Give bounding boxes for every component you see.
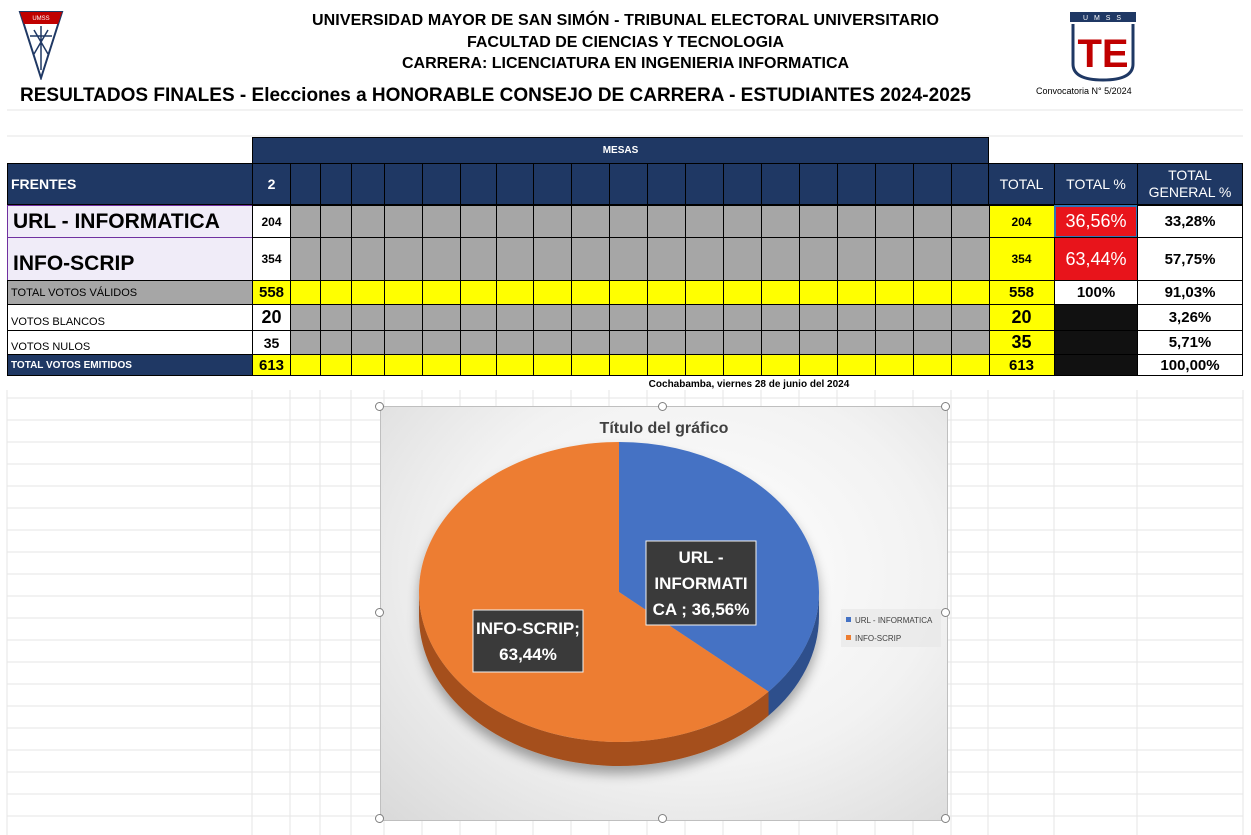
frente-info-pct[interactable]: 63,44% (1054, 237, 1138, 281)
mesa-cell[interactable] (723, 354, 762, 376)
mesa-cell[interactable] (533, 304, 572, 331)
mesa-cell[interactable] (533, 354, 572, 376)
mesa-cell[interactable] (723, 237, 762, 281)
mesa-cell[interactable] (913, 237, 952, 281)
mesa-cell[interactable] (685, 330, 724, 355)
mesa-column-header[interactable] (609, 163, 648, 205)
mesa-column-header[interactable] (913, 163, 952, 205)
votos-blancos-mesa[interactable]: 20 (252, 304, 291, 331)
mesa-cell[interactable] (384, 330, 423, 355)
mesa-cell[interactable] (875, 237, 914, 281)
mesas-header: MESAS (252, 137, 989, 164)
mesa-cell[interactable] (913, 280, 952, 305)
mesa-cell[interactable] (460, 280, 497, 305)
mesa-cell[interactable] (290, 330, 321, 355)
frente-url-total[interactable]: 204 (988, 205, 1055, 238)
mesa-cell[interactable] (951, 237, 990, 281)
mesa-cell[interactable] (837, 280, 876, 305)
pie-data-label-0[interactable] (646, 541, 756, 625)
header-faculty: FACULTAD DE CIENCIAS Y TECNOLOGIA (466, 34, 785, 51)
legend-entry-0[interactable]: URL - INFORMATICA (855, 616, 933, 625)
mesa-cell[interactable] (290, 354, 321, 376)
mesa-cell[interactable] (571, 205, 610, 238)
mesa-cell[interactable] (761, 304, 800, 331)
total-validos-pct[interactable]: 100% (1054, 280, 1138, 305)
mesa-cell[interactable] (290, 280, 321, 305)
mesa-cell[interactable] (351, 237, 385, 281)
mesa-cell[interactable] (761, 280, 800, 305)
mesa-cell[interactable] (875, 205, 914, 238)
mesa-cell[interactable] (290, 304, 321, 331)
mesa-cell[interactable] (647, 205, 686, 238)
mesa-cell[interactable] (422, 304, 461, 331)
mesa-cell[interactable] (799, 237, 838, 281)
mesa-cell[interactable] (799, 354, 838, 376)
mesa-cell[interactable] (422, 237, 461, 281)
mesa-cell[interactable] (723, 205, 762, 238)
total-emitidos-total[interactable]: 613 (988, 354, 1055, 376)
svg-text:TE: TE (1077, 32, 1129, 76)
total-general-header-line1: TOTAL (1168, 167, 1212, 183)
resize-handle-right[interactable] (941, 608, 950, 617)
votos-blancos-label[interactable]: VOTOS BLANCOS (7, 304, 253, 331)
mesa-cell[interactable] (609, 354, 648, 376)
frente-info-mesa[interactable]: 354 (252, 237, 291, 281)
mesa-cell[interactable] (351, 330, 385, 355)
mesa-number-header: 2 (252, 163, 291, 205)
mesa-column-header[interactable] (496, 163, 534, 205)
mesa-cell[interactable] (685, 280, 724, 305)
total-emitidos-label[interactable]: TOTAL VOTOS EMITIDOS (7, 354, 253, 376)
pie-chart-canvas (381, 407, 947, 820)
total-validos-mesa[interactable]: 558 (252, 280, 291, 305)
mesa-cell[interactable] (951, 330, 990, 355)
total-emitidos-mesa[interactable]: 613 (252, 354, 291, 376)
pie-data-label-text: INFO-SCRIP; (476, 619, 580, 638)
mesa-cell[interactable] (951, 354, 990, 376)
mesa-cell[interactable] (320, 304, 352, 331)
resize-handle-top[interactable] (658, 402, 667, 411)
total-general-header-line2: GENERAL % (1148, 184, 1232, 200)
svg-text:UMSS: UMSS (32, 16, 50, 22)
header-career: CARRERA: LICENCIATURA EN INGENIERIA INFORMATICA (401, 55, 850, 72)
pie-data-label-text: URL - (678, 548, 724, 567)
mesa-cell[interactable] (837, 354, 876, 376)
votos-blancos-pct[interactable] (1054, 304, 1138, 331)
mesa-cell[interactable] (496, 205, 534, 238)
mesa-column-header[interactable] (723, 163, 762, 205)
convocatoria-label: Convocatoria N° 5/2024 (1036, 86, 1132, 96)
total-pct-header: TOTAL % (1054, 163, 1138, 205)
total-emitidos-general[interactable]: 100,00% (1137, 354, 1243, 376)
mesa-cell[interactable] (496, 280, 534, 305)
svg-text:U M S S: U M S S (1082, 15, 1124, 22)
mesa-cell[interactable] (351, 205, 385, 238)
mesa-column-header[interactable] (685, 163, 724, 205)
mesa-cell[interactable] (913, 354, 952, 376)
mesa-column-header[interactable] (460, 163, 497, 205)
votos-nulos-pct[interactable] (1054, 330, 1138, 355)
mesa-column-header[interactable] (951, 163, 990, 205)
frente-url-mesa[interactable]: 204 (252, 205, 291, 238)
mesa-cell[interactable] (422, 354, 461, 376)
mesa-cell[interactable] (320, 354, 352, 376)
pie-data-label-1[interactable] (473, 610, 583, 672)
mesa-cell[interactable] (647, 237, 686, 281)
mesa-cell[interactable] (609, 330, 648, 355)
frente-info-total[interactable]: 354 (988, 237, 1055, 281)
mesa-column-header[interactable] (761, 163, 800, 205)
mesa-cell[interactable] (460, 330, 497, 355)
mesa-cell[interactable] (571, 280, 610, 305)
mesa-column-header[interactable] (571, 163, 610, 205)
mesa-column-header[interactable] (647, 163, 686, 205)
votos-nulos-mesa[interactable]: 35 (252, 330, 291, 355)
mesa-cell[interactable] (875, 354, 914, 376)
mesa-cell[interactable] (837, 304, 876, 331)
mesa-cell[interactable] (351, 304, 385, 331)
resize-handle-left[interactable] (375, 608, 384, 617)
mesa-cell[interactable] (723, 304, 762, 331)
mesa-cell[interactable] (496, 304, 534, 331)
date-line: Cochabamba, viernes 28 de junio del 2024 (648, 379, 850, 390)
frente-url-general[interactable]: 33,28% (1137, 205, 1243, 238)
frentes-header: FRENTES (7, 163, 253, 205)
mesa-cell[interactable] (422, 280, 461, 305)
pie-data-label-text: CA ; 36,56% (652, 600, 750, 619)
mesa-cell[interactable] (533, 330, 572, 355)
mesa-cell[interactable] (875, 304, 914, 331)
total-validos-total[interactable]: 558 (988, 280, 1055, 305)
mesa-cell[interactable] (837, 237, 876, 281)
mesa-cell[interactable] (875, 280, 914, 305)
mesa-cell[interactable] (609, 280, 648, 305)
pie-chart[interactable] (380, 406, 948, 821)
mesa-cell[interactable] (685, 237, 724, 281)
mesa-cell[interactable] (951, 304, 990, 331)
mesa-cell[interactable] (761, 330, 800, 355)
resize-handle-top-right[interactable] (941, 402, 950, 411)
legend-entry-1[interactable]: INFO-SCRIP (855, 634, 902, 643)
mesa-cell[interactable] (384, 280, 423, 305)
mesa-column-header[interactable] (837, 163, 876, 205)
frente-info-label[interactable]: INFO-SCRIP (7, 237, 253, 281)
mesa-column-header[interactable] (290, 163, 321, 205)
mesa-cell[interactable] (533, 280, 572, 305)
mesa-cell[interactable] (320, 280, 352, 305)
mesa-cell[interactable] (320, 237, 352, 281)
mesa-cell[interactable] (913, 205, 952, 238)
mesa-cell[interactable] (460, 237, 497, 281)
mesa-cell[interactable] (571, 304, 610, 331)
resize-handle-bottom-right[interactable] (941, 814, 950, 823)
total-general-header (1137, 163, 1243, 205)
resize-handle-bottom[interactable] (658, 814, 667, 823)
mesa-cell[interactable] (571, 330, 610, 355)
mesa-cell[interactable] (685, 304, 724, 331)
total-validos-general[interactable]: 91,03% (1137, 280, 1243, 305)
mesa-column-header[interactable] (799, 163, 838, 205)
mesa-cell[interactable] (460, 354, 497, 376)
mesa-cell[interactable] (761, 354, 800, 376)
mesa-cell[interactable] (647, 330, 686, 355)
mesa-column-header[interactable] (875, 163, 914, 205)
mesa-cell[interactable] (837, 330, 876, 355)
mesa-column-header[interactable] (384, 163, 423, 205)
mesa-cell[interactable] (723, 280, 762, 305)
mesa-cell[interactable] (384, 354, 423, 376)
te-logo-icon (1070, 12, 1136, 82)
votos-nulos-total[interactable]: 35 (988, 330, 1055, 355)
total-validos-label[interactable]: TOTAL VOTOS VÁLIDOS (7, 280, 253, 305)
votos-blancos-general[interactable]: 3,26% (1137, 304, 1243, 331)
mesa-cell[interactable] (913, 304, 952, 331)
mesa-cell[interactable] (571, 237, 610, 281)
mesa-cell[interactable] (609, 304, 648, 331)
mesa-column-header[interactable] (422, 163, 461, 205)
mesa-cell[interactable] (799, 205, 838, 238)
mesa-cell[interactable] (351, 280, 385, 305)
mesa-cell[interactable] (647, 280, 686, 305)
resize-handle-top-left[interactable] (375, 402, 384, 411)
mesa-cell[interactable] (384, 304, 423, 331)
frente-url-label[interactable]: URL - INFORMATICA (7, 205, 253, 238)
mesa-cell[interactable] (761, 205, 800, 238)
resize-handle-bottom-left[interactable] (375, 814, 384, 823)
mesa-cell[interactable] (496, 354, 534, 376)
mesa-cell[interactable] (875, 330, 914, 355)
votos-blancos-total[interactable]: 20 (988, 304, 1055, 331)
mesa-cell[interactable] (384, 205, 423, 238)
mesa-cell[interactable] (533, 237, 572, 281)
mesa-cell[interactable] (647, 354, 686, 376)
mesa-cell[interactable] (422, 205, 461, 238)
mesa-cell[interactable] (799, 304, 838, 331)
total-header: TOTAL (988, 163, 1055, 205)
mesa-cell[interactable] (837, 205, 876, 238)
mesa-cell[interactable] (913, 330, 952, 355)
mesa-cell[interactable] (951, 280, 990, 305)
frente-url-pct[interactable]: 36,56% (1054, 205, 1138, 238)
mesa-cell[interactable] (799, 330, 838, 355)
mesa-column-header[interactable] (533, 163, 572, 205)
chart-legend (841, 609, 941, 647)
mesa-cell[interactable] (951, 205, 990, 238)
results-title: RESULTADOS FINALES - Elecciones a HONORABLE CONSEJO DE CARRERA - ESTUDIANTES 2024-2025 (20, 85, 971, 106)
mesa-cell[interactable] (685, 354, 724, 376)
mesa-cell[interactable] (290, 205, 321, 238)
votos-nulos-general[interactable]: 5,71% (1137, 330, 1243, 355)
mesa-cell[interactable] (533, 205, 572, 238)
mesa-cell[interactable] (320, 330, 352, 355)
mesa-column-header[interactable] (320, 163, 352, 205)
mesa-cell[interactable] (384, 237, 423, 281)
mesa-cell[interactable] (460, 304, 497, 331)
legend-swatch-0 (846, 617, 851, 622)
mesa-cell[interactable] (609, 237, 648, 281)
mesa-cell[interactable] (460, 205, 497, 238)
mesa-cell[interactable] (351, 354, 385, 376)
pie-data-label-text: 63,44% (499, 645, 557, 664)
mesa-cell[interactable] (496, 237, 534, 281)
votos-nulos-label[interactable]: VOTOS NULOS (7, 330, 253, 355)
legend-swatch-1 (846, 635, 851, 640)
mesa-cell[interactable] (799, 280, 838, 305)
mesa-cell[interactable] (723, 330, 762, 355)
pie-data-label-text: INFORMATI (654, 574, 748, 593)
mesa-cell[interactable] (290, 237, 321, 281)
total-emitidos-pct[interactable] (1054, 354, 1138, 376)
mesa-cell[interactable] (609, 205, 648, 238)
header-university: UNIVERSIDAD MAYOR DE SAN SIMÓN - TRIBUNAL ELECTORAL UNIVERSITARIO (312, 12, 939, 29)
chart-title: Título del gráfico (599, 420, 729, 437)
mesa-cell[interactable] (647, 304, 686, 331)
mesa-column-header[interactable] (351, 163, 385, 205)
mesa-cell[interactable] (422, 330, 461, 355)
mesa-cell[interactable] (320, 205, 352, 238)
frente-info-general[interactable]: 57,75% (1137, 237, 1243, 281)
mesa-cell[interactable] (685, 205, 724, 238)
mesa-cell[interactable] (761, 237, 800, 281)
mesa-cell[interactable] (571, 354, 610, 376)
mesa-cell[interactable] (496, 330, 534, 355)
